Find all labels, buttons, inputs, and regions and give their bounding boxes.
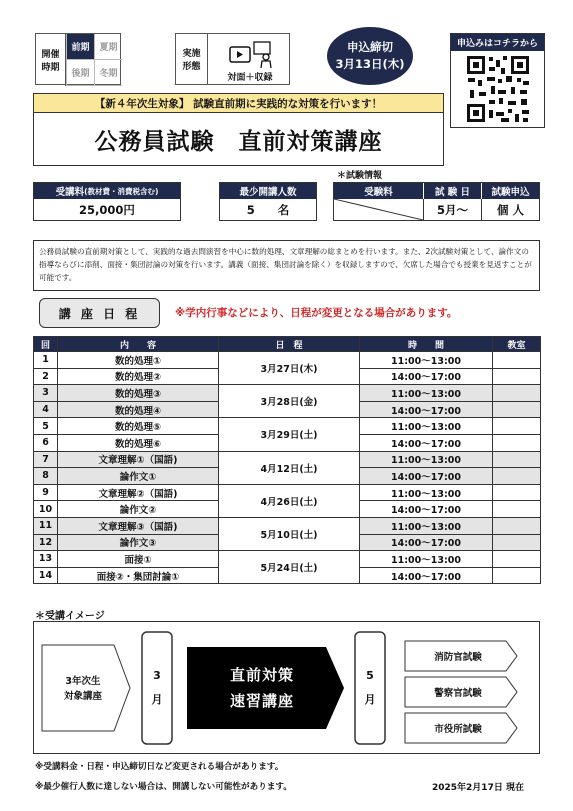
month-end-label: 5 月 xyxy=(364,669,376,706)
table-cell: 2 xyxy=(34,368,58,385)
table-cell: 数的処理① xyxy=(58,352,219,369)
exam-info-note: ＊試験情報 xyxy=(337,171,383,181)
table-cell: 論作文① xyxy=(58,468,219,485)
table-cell xyxy=(493,451,541,468)
table-cell xyxy=(493,434,541,451)
footnote-change: ※受講料金・日程・申込締切日など変更される場合があります。 xyxy=(35,762,284,772)
table-row xyxy=(34,517,541,534)
date-cell: 5月24日(土) xyxy=(219,551,360,584)
deadline-date: 3月13日(木) xyxy=(335,57,405,71)
table-cell: 3 xyxy=(34,385,58,402)
table-cell: 14:00〜17:00 xyxy=(360,434,493,451)
col-date: 日 程 xyxy=(219,337,360,352)
table-cell xyxy=(493,352,541,369)
table-cell: 14:00〜17:00 xyxy=(360,567,493,584)
table-cell xyxy=(493,551,541,568)
table-cell: 14:00〜17:00 xyxy=(360,368,493,385)
table-row xyxy=(34,451,541,468)
period-summer: 夏期 xyxy=(94,34,122,60)
period-winter: 冬期 xyxy=(94,60,122,86)
mode-box xyxy=(175,33,290,85)
period-box xyxy=(35,33,121,85)
mode-caption: 対面＋収録 xyxy=(227,73,273,83)
qr-box[interactable] xyxy=(450,33,545,128)
date-cell: 4月12日(土) xyxy=(219,451,360,484)
exam-fire: 消防官試験 xyxy=(434,652,482,663)
exam-police: 警察官試験 xyxy=(434,688,482,699)
table-cell: 面接① xyxy=(58,551,219,568)
exam-date-header: 試 験 日 xyxy=(424,183,482,199)
schedule-label: 講 座 日 程 xyxy=(39,298,160,328)
qr-code-icon[interactable] xyxy=(451,51,544,127)
table-cell: 11:00〜13:00 xyxy=(360,484,493,501)
schedule-table xyxy=(33,336,541,584)
table-cell: 14:00〜17:00 xyxy=(360,501,493,518)
fee-value: 25,000円 xyxy=(79,202,135,217)
period-first-half: 前期 xyxy=(66,34,94,60)
table-cell: 7 xyxy=(34,451,58,468)
table-cell: 4 xyxy=(34,401,58,418)
month-start-label: 3 月 xyxy=(151,669,163,706)
qr-label: 申込みはコチラから xyxy=(451,34,544,51)
col-number: 回 xyxy=(34,337,58,352)
course-flow-diagram xyxy=(33,621,540,754)
table-cell xyxy=(493,418,541,435)
table-cell: 論作文③ xyxy=(58,534,219,551)
table-cell xyxy=(493,501,541,518)
banner-subtitle: 【新４年次生対象】 試験直前期に実践的な対策を行います！ xyxy=(34,94,443,113)
table-cell: 9 xyxy=(34,484,58,501)
table-cell: 文章理解②（国語) xyxy=(58,484,219,501)
table-cell xyxy=(493,534,541,551)
table-row xyxy=(34,418,541,435)
table-cell: 14:00〜17:00 xyxy=(360,468,493,485)
min-people-label: 最少開講人数 xyxy=(220,183,316,199)
table-cell: 8 xyxy=(34,468,58,485)
fee-label: 受講料 xyxy=(55,187,85,198)
table-cell: 11:00〜13:00 xyxy=(360,517,493,534)
title-banner xyxy=(33,93,444,166)
as-of-date: 2025年2月17日 現在 xyxy=(432,783,524,793)
col-content: 内 容 xyxy=(58,337,219,352)
table-cell: 数的処理② xyxy=(58,368,219,385)
schedule-warning: ※学内行事などにより、日程が変更となる場合があります。 xyxy=(175,307,458,319)
period-label: 開催 時期 xyxy=(36,34,66,86)
page-title: 公務員試験 直前対策講座 xyxy=(94,128,383,155)
table-cell xyxy=(493,484,541,501)
table-cell xyxy=(493,368,541,385)
exam-apply-value: 個 人 xyxy=(496,202,524,217)
footnote-min-people: ※最少催行人数に達しない場合は、開講しない可能性があります。 xyxy=(35,782,292,792)
fee-box xyxy=(33,182,181,221)
table-row xyxy=(34,385,541,402)
schedule-header-row xyxy=(34,337,541,352)
target-course-label: 3年次生 対象講座 xyxy=(63,676,102,702)
fee-header xyxy=(34,183,180,199)
exam-fee-value xyxy=(334,199,424,220)
date-cell: 5月10日(土) xyxy=(219,517,360,550)
table-cell: 11:00〜13:00 xyxy=(360,418,493,435)
table-cell: 数的処理④ xyxy=(58,401,219,418)
table-row xyxy=(34,551,541,568)
table-cell: 11 xyxy=(34,517,58,534)
min-people-box xyxy=(219,182,317,221)
table-cell xyxy=(493,517,541,534)
table-cell: 数的処理③ xyxy=(58,385,219,402)
col-time: 時 間 xyxy=(360,337,493,352)
exam-apply-header: 試験申込 xyxy=(482,183,539,199)
date-cell: 3月29日(土) xyxy=(219,418,360,451)
table-cell: 数的処理⑥ xyxy=(58,434,219,451)
table-cell: 文章理解③（国語) xyxy=(58,517,219,534)
table-cell: 11:00〜13:00 xyxy=(360,385,493,402)
table-cell xyxy=(493,567,541,584)
video-lecture-icon xyxy=(228,41,278,69)
min-people-value: 5 名 xyxy=(246,202,290,217)
table-cell: 14 xyxy=(34,567,58,584)
table-cell: 14:00〜17:00 xyxy=(360,401,493,418)
table-cell: 数的処理⑤ xyxy=(58,418,219,435)
table-cell: 13 xyxy=(34,551,58,568)
date-cell: 3月28日(金) xyxy=(219,385,360,418)
table-cell: 11:00〜13:00 xyxy=(360,551,493,568)
date-cell: 4月26日(土) xyxy=(219,484,360,517)
image-section-title: ＊受講イメージ xyxy=(35,611,105,622)
table-cell: 面接②・集団討論① xyxy=(58,567,219,584)
table-row xyxy=(34,352,541,369)
table-cell: 論作文② xyxy=(58,501,219,518)
exam-city-office: 市役所試験 xyxy=(434,724,482,735)
exam-info-box xyxy=(333,182,540,221)
table-cell xyxy=(493,401,541,418)
fee-label-note: (教材費・消費税含む) xyxy=(84,186,159,196)
table-cell: 11:00〜13:00 xyxy=(360,451,493,468)
exam-fee-header: 受験料 xyxy=(334,183,424,199)
deadline-badge xyxy=(327,27,413,85)
table-row xyxy=(34,484,541,501)
table-cell: 12 xyxy=(34,534,58,551)
period-second-half: 後期 xyxy=(66,60,94,86)
table-cell: 14:00〜17:00 xyxy=(360,534,493,551)
diagonal-slash xyxy=(334,199,423,220)
table-cell xyxy=(493,385,541,402)
col-room: 教室 xyxy=(493,337,541,352)
table-cell: 5 xyxy=(34,418,58,435)
deadline-title: 申込締切 xyxy=(347,40,393,54)
table-cell: 1 xyxy=(34,352,58,369)
exam-date-value: 5月〜 xyxy=(424,199,482,220)
mode-label: 実施 形態 xyxy=(176,34,208,84)
course-description: 公務員試験の直前期対策として、実践的な過去問演習を中心に数的処理、文章理解の総まとめを行います。また、2次試験対策として、論作文の指導ならびに添削、面接・集団討論の対策を行います。講義（面接、集団討論を除く）を収録しますので、欠席した場合でも授業を見返すことが可能です。 xyxy=(33,240,540,291)
date-cell: 3月27日(木) xyxy=(219,352,360,385)
table-cell: 10 xyxy=(34,501,58,518)
table-cell: 6 xyxy=(34,434,58,451)
course-name-label: 直前対策 速習講座 xyxy=(229,666,294,710)
table-cell: 文章理解①（国語) xyxy=(58,451,219,468)
table-cell xyxy=(493,468,541,485)
table-cell: 11:00〜13:00 xyxy=(360,352,493,369)
